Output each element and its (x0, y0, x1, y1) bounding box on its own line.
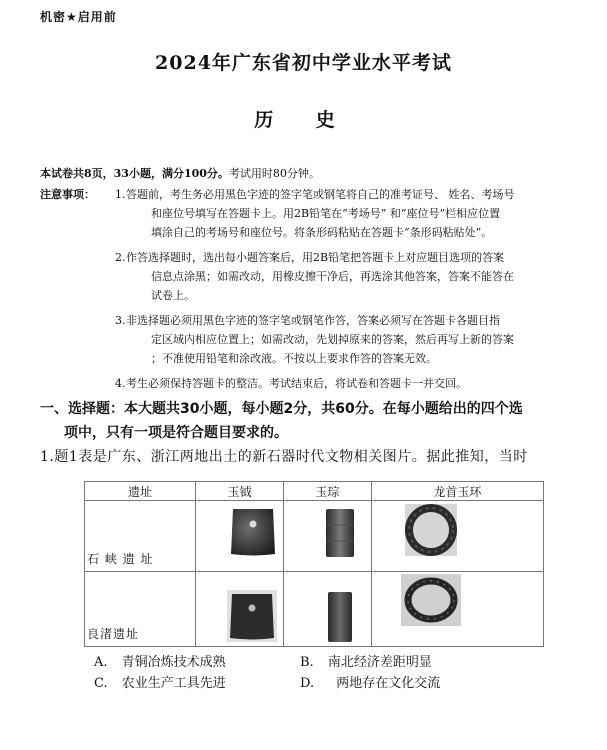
note-line: 和座位号填写在答题卡上。用2B铅笔在“考场号” 和“座位号”栏相应位置 (151, 207, 501, 220)
choice-letter: A. (94, 655, 108, 670)
table-header-cell: 龙首玉环 (371, 482, 543, 501)
table-row (85, 572, 544, 647)
note-line: 非选择题必须用黑色字迹的签字笔或钢笔作答，答案必须写在答题卡各题目指 (126, 314, 500, 327)
choice-d (300, 673, 440, 694)
choice-c (94, 673, 226, 694)
yue-image-cell (196, 572, 284, 647)
artifact-table (84, 481, 544, 647)
choice-a (94, 652, 226, 673)
cong-image-cell (283, 572, 371, 647)
section-heading-line: 项中，只有一项是符合题目要求的。 (64, 425, 288, 441)
notes-block (40, 185, 580, 393)
note-number: 1. (115, 188, 126, 201)
secret-mark: 机密★启用前 (40, 10, 117, 24)
site-label: 石 峡 遗 址 (87, 552, 154, 566)
note-line: ；不准使用铅笔和涂改液。不按以上要求作答的答案无效。 (151, 352, 437, 365)
note-line: 考生必须保持答题卡的整洁。考试结束后，将试卷和答题卡一并交回。 (126, 377, 467, 390)
choice-text: 青铜冶炼技术成熟 (121, 655, 226, 670)
jade-cong-image (324, 507, 356, 559)
exam-subject: 历 史 (254, 109, 353, 131)
note-item (115, 185, 580, 242)
jade-yue-image (227, 590, 277, 642)
site-label: 良渚遗址 (87, 627, 140, 641)
note-line: 定区域内相应位置上；如需改动，先划掉原来的答案，然后再写上新的答案 (151, 333, 514, 346)
dragon-head-jade-ring-image (401, 574, 461, 626)
notes-label: 注意事项： (40, 188, 95, 201)
note-item (115, 248, 580, 305)
choice-text: 两地存在文化交流 (336, 676, 441, 691)
note-line: 填涂自己的考场号和座位号。将条形码粘贴在答题卡“条形码粘贴处”。 (151, 226, 493, 239)
table-header-cell: 玉琮 (283, 482, 371, 501)
site-cell (85, 501, 196, 572)
table-header-row (85, 482, 544, 501)
site-cell (85, 572, 196, 647)
exam-info (40, 165, 320, 181)
note-number: 2. (115, 251, 126, 264)
choice-letter: D. (300, 676, 315, 691)
table-row (85, 501, 544, 572)
note-line: 答题前，考生务必用黑色字迹的签字笔或钢笔将自己的准考证号、 姓名、考场号 (126, 188, 515, 201)
table-header-cell: 玉钺 (196, 482, 284, 501)
section-heading (40, 397, 580, 445)
ring-image-cell (371, 501, 543, 572)
exam-title: 2024年广东省初中学业水平考试 (155, 52, 452, 74)
yue-image-cell (196, 501, 284, 572)
choice-text: 农业生产工具先进 (121, 676, 226, 691)
exam-info-rest: 考试用时80分钟。 (228, 167, 320, 180)
note-number: 3. (115, 314, 126, 327)
note-item (115, 374, 580, 393)
note-number: 4. (115, 377, 126, 390)
jade-yue-image (230, 507, 276, 557)
choice-text: 南北经济差距明显 (327, 655, 432, 670)
choice-b (300, 652, 432, 673)
choice-letter: B. (300, 655, 314, 670)
section-heading-line: 一、选择题：本大题共30小题，每小题2分，共60分。在每小题给出的四个选 (40, 401, 523, 417)
note-line: 信息点涂黑；如需改动，用橡皮擦干净后，再选涂其他答案，答案不能答在 (151, 270, 514, 283)
question-stem: 1.题1表是广东、浙江两地出土的新石器时代文物相关图片。据此推知，当时 (40, 449, 528, 465)
jade-cong-image (325, 590, 355, 644)
note-line: 作答选择题时，选出每小题答案后，用2B铅笔把答题卡上对应题目选项的答案 (126, 251, 505, 264)
ring-image-cell (371, 572, 543, 647)
table-header-cell: 遗址 (85, 482, 196, 501)
note-line: 试卷上。 (151, 289, 195, 302)
dragon-head-jade-ring-image (405, 504, 457, 556)
note-item (115, 311, 580, 368)
cong-image-cell (283, 501, 371, 572)
choice-letter: C. (94, 676, 108, 691)
exam-info-bold: 本试卷共8页，33小题，满分100分。 (40, 167, 229, 180)
